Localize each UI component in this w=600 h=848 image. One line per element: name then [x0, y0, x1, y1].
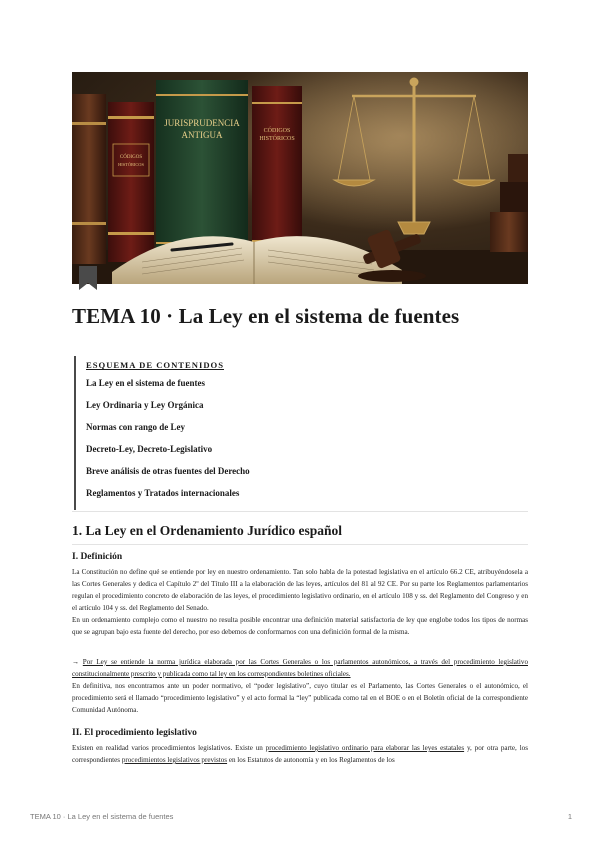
toc-item[interactable]: Normas con rango de Ley	[86, 422, 185, 432]
svg-text:HISTÓRICOS: HISTÓRICOS	[118, 162, 144, 167]
toc-item[interactable]: Decreto-Ley, Decreto-Legislativo	[86, 444, 213, 454]
procedure-link[interactable]: procedimiento legislativo ordinario para elaborar las leyes estatales	[265, 744, 465, 752]
toc-heading: ESQUEMA DE CONTENIDOS	[86, 360, 224, 370]
paragraph: La Constitución no define qué se entiende por ley en nuestro ordenamiento. Tan solo habla de la potestad legislativa en el artículo 66.2 CE, atribuyéndosela a las Cortes Generales y dedica el Capítulo 2º del Título III a la elaboración de las leyes, artículos del 81 al 92 CE. Por su parte los Reglamentos parlamentarios regulan el procedimiento concreto de elaboración de las leyes, el procedimiento legislativo ordinario, en el artículo 108 y ss. del Reglamento del Congreso y en el artículo 104 y ss. del Reglamento del Senado.	[72, 568, 528, 612]
bookmark-icon[interactable]	[79, 266, 97, 290]
paragraph: En un ordenamiento complejo como el nuestro no resulta posible encontrar una definición material satisfactoria de ley que englobe todos los tipos de normas que se agrupan bajo esta fuente del derecho, por eso debemos de conformarnos con una definición formal de la misma.	[72, 616, 528, 636]
definition-link[interactable]: Por Ley se entiende la norma jurídica elaborada por las Cortes Generales o los parlamentos autonómicos, a través del procedimiento legislativo constitucionalmente prescrito y publicada como tal ley en los correspondientes boletines oficiales.	[72, 658, 528, 678]
table-of-contents	[74, 356, 526, 510]
hero-image	[72, 72, 528, 284]
paragraph: En definitiva, nos encontramos ante un poder normativo, el “poder legislativo”, cuyo titular es el Parlamento, las Cortes Generales o el autonómico, el procedimiento será el llamado “procedimiento legislativo” y el acto formal la “ley” publicada como tal en el BOE o en el Boletín oficial de la correspondiente Comunidad Autónoma.	[72, 682, 528, 714]
book-green-spine: JURISPRUDENCIA	[164, 118, 240, 128]
section-heading: 1. La Ley en el Ordenamiento Jurídico español	[72, 523, 342, 538]
paragraph: Existen en realidad varios procedimientos legislativos. Existe un procedimiento legislativo ordinario para elaborar las leyes estatales y, por otra parte, los correspondientes procedimientos legislativos previstos en los Estatutos de autonomía y en los Reglamentos de los	[72, 744, 528, 764]
svg-text:CÓDIGOS: CÓDIGOS	[119, 155, 143, 160]
subsection-heading-definicion: I. Definición	[72, 552, 123, 562]
paragraph-highlight	[72, 656, 528, 680]
toc-item[interactable]: Breve análisis de otras fuentes del Derecho	[86, 466, 250, 476]
svg-text:ANTIGUA: ANTIGUA	[181, 130, 223, 140]
book-red	[108, 102, 154, 262]
svg-text:CÓDIGOS: CÓDIGOS	[263, 128, 291, 134]
footer-title: TEMA 10 · La Ley en el sistema de fuentes	[30, 812, 174, 821]
toc-item[interactable]: Reglamentos y Tratados internacionales	[86, 488, 240, 498]
divider	[72, 544, 528, 545]
procedure-link[interactable]: procedimientos legislativos previstos	[121, 756, 228, 764]
toc-item[interactable]: Ley Ordinaria y Ley Orgánica	[86, 400, 204, 410]
page-title: TEMA 10 · La Ley en el sistema de fuentes	[72, 304, 460, 328]
svg-text:HISTÓRICOS: HISTÓRICOS	[259, 136, 295, 142]
book-darkred	[252, 86, 302, 258]
divider	[72, 511, 528, 512]
toc-item[interactable]: La Ley en el sistema de fuentes	[86, 378, 205, 388]
book-brown-left	[72, 94, 106, 264]
book-green	[156, 80, 248, 256]
arrow-icon: →	[72, 658, 80, 666]
subsection-heading-procedimiento: II. El procedimiento legislativo	[72, 728, 197, 738]
page-number: 1	[567, 812, 572, 821]
